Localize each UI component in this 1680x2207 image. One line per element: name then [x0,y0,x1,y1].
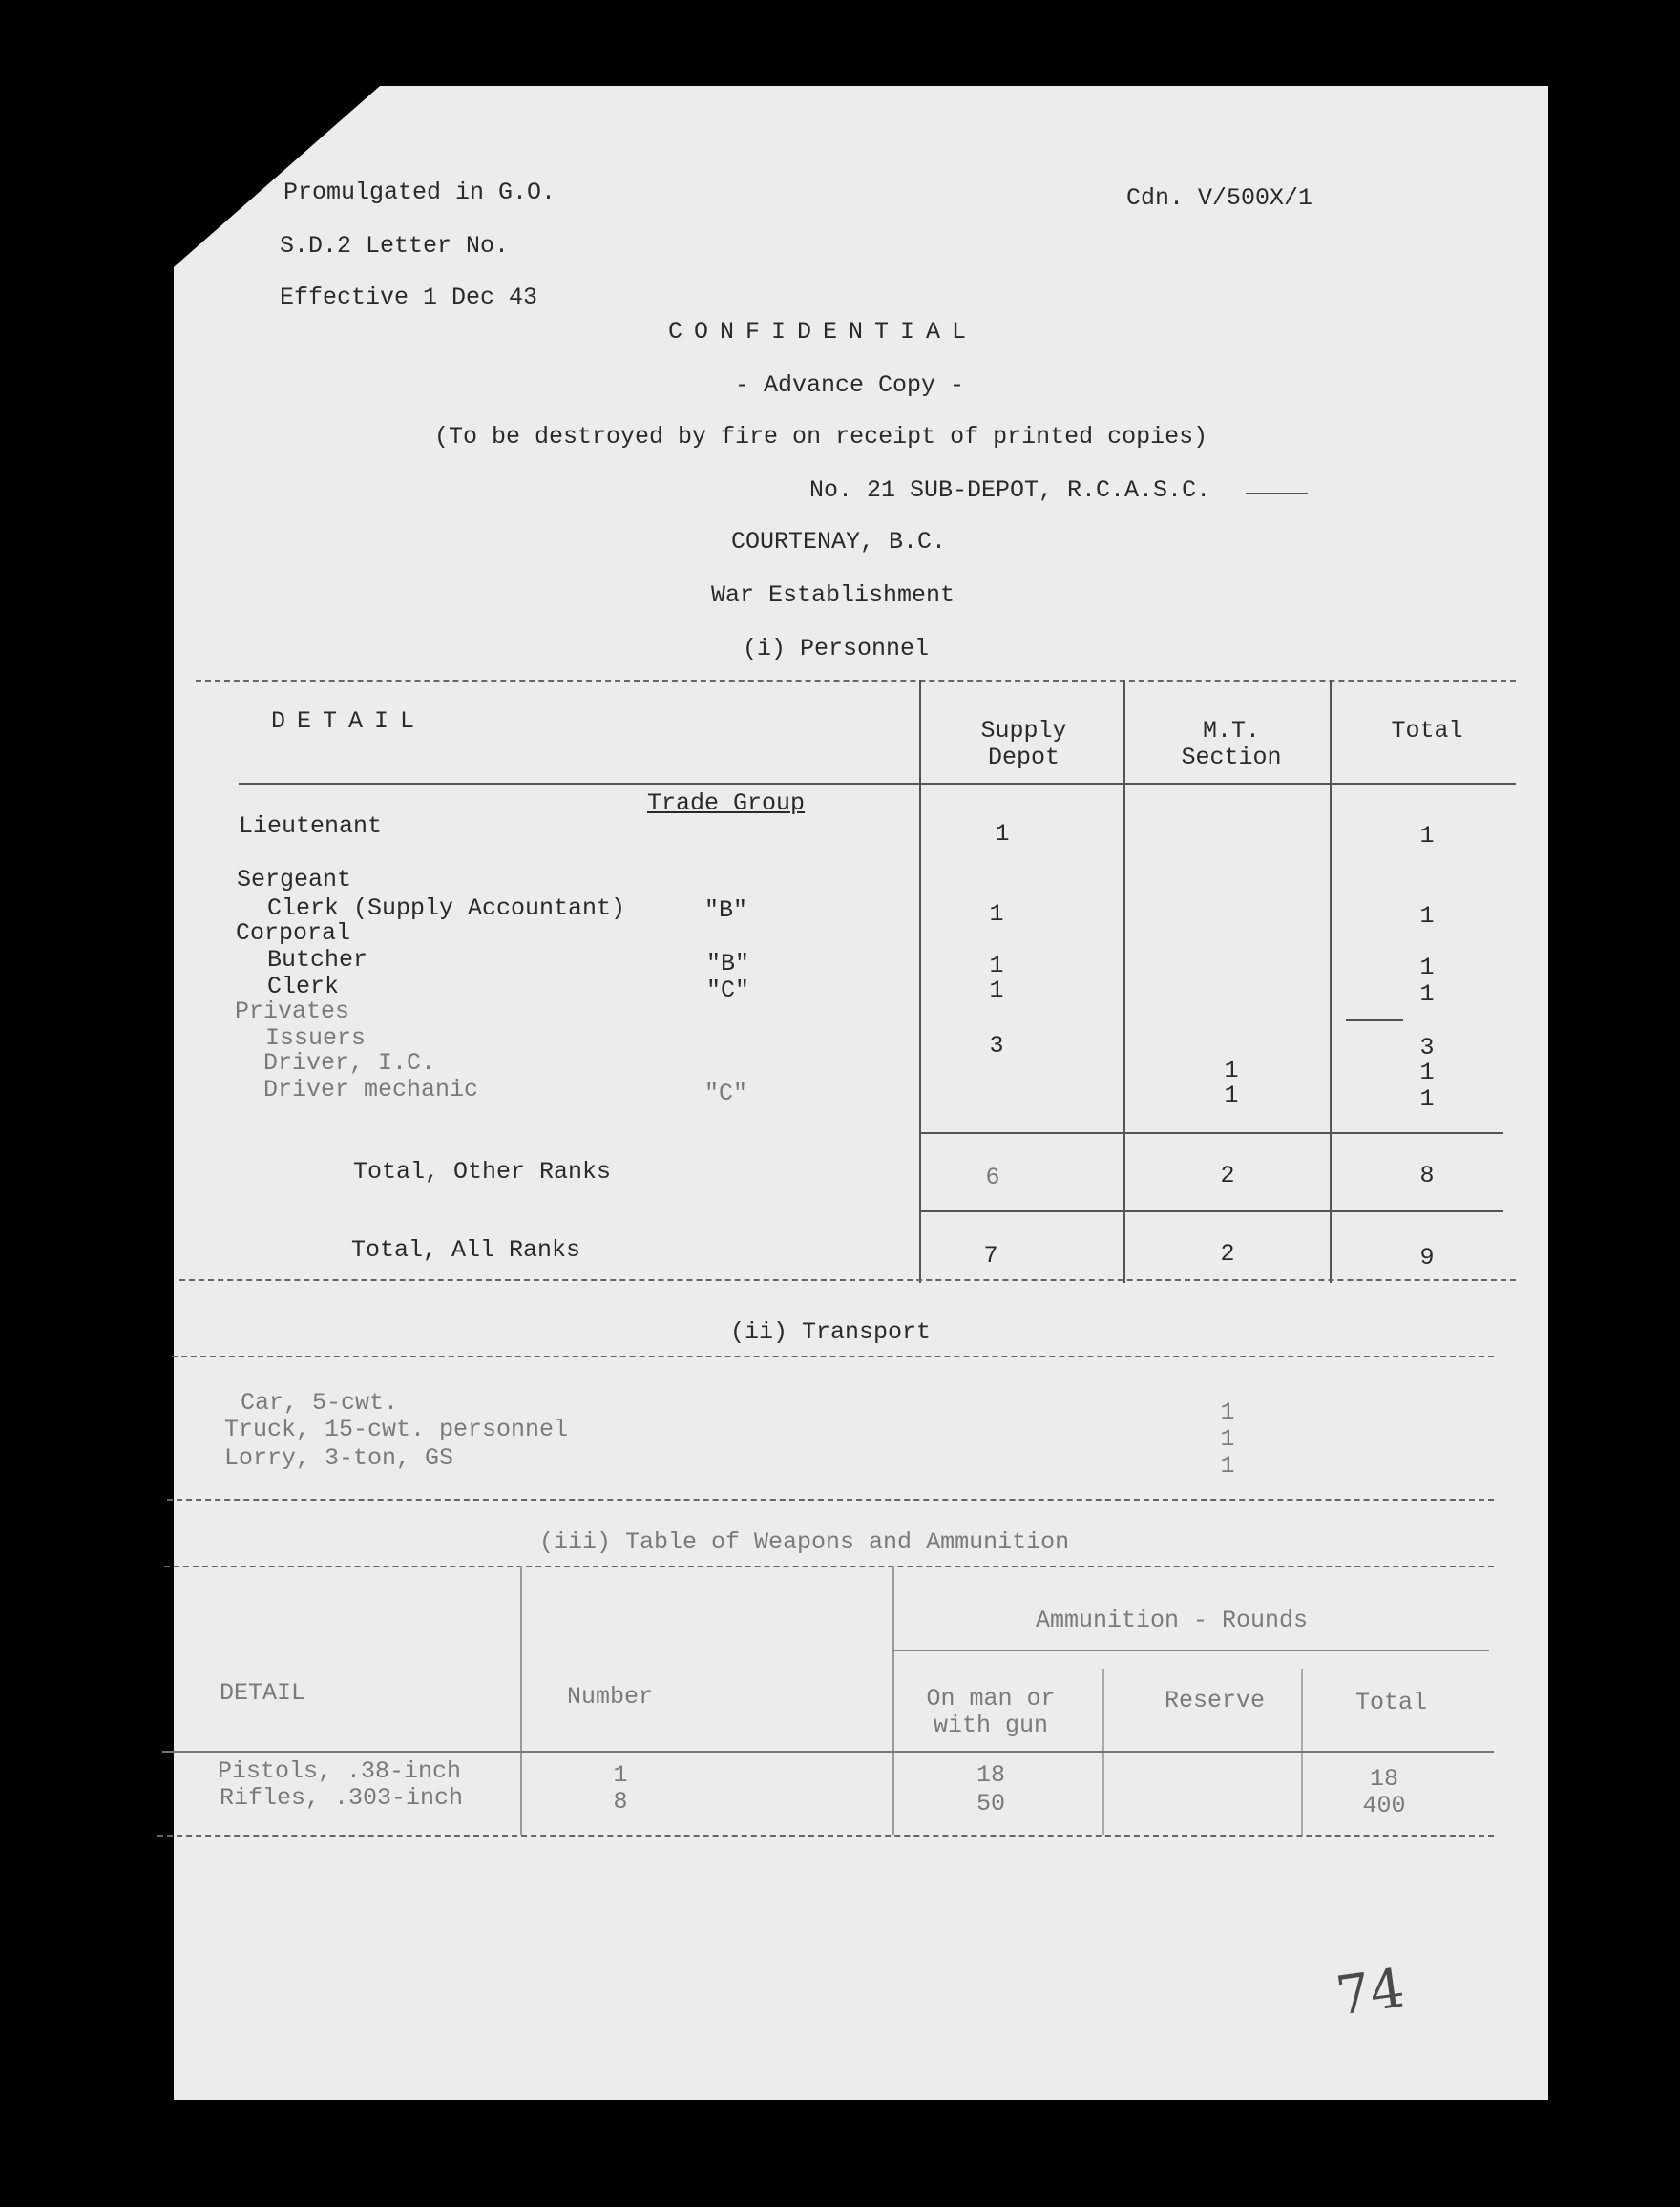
row-lieutenant-label: Lieutenant [239,812,383,840]
personnel-header-rule [239,783,1516,785]
all-ranks-rule [919,1210,1503,1212]
total-other-ranks-mt: 2 [1220,1162,1235,1189]
weapons-pistols-label: Pistols, .38-inch [218,1757,462,1785]
weapons-pistols-onman: 18 [976,1761,1005,1789]
weapons-col-reserve: Reserve [1165,1687,1266,1714]
row-issuers-label: Issuers [265,1024,367,1052]
row-driver-mech-trade: "C" [704,1080,748,1107]
row-clerk-supply-label: Clerk (Supply Accountant) [267,894,626,922]
row-lieutenant-total: 1 [1419,822,1435,850]
weapons-rifles-total: 400 [1362,1792,1406,1819]
unit-location: COURTENAY, B.C. [731,528,947,556]
total-other-ranks-supply: 6 [985,1164,1000,1191]
total-other-ranks-label: Total, Other Ranks [353,1158,612,1186]
weapons-heading: (iii) Table of Weapons and Ammunition [539,1528,1070,1556]
weapons-col-number: Number [567,1683,654,1711]
transport-lorry-value: 1 [1220,1452,1235,1480]
total-all-ranks-total: 9 [1419,1244,1435,1272]
weapons-bottom-rule [158,1835,1494,1837]
row-driver-mech-mt: 1 [1224,1082,1239,1109]
row-driver-ic-mt: 1 [1224,1057,1239,1084]
weapons-col-ammo: Ammunition - Rounds [1036,1607,1309,1634]
weapons-rifles-number: 8 [613,1788,628,1816]
row-butcher-trade: "B" [706,950,750,977]
weapons-top-rule [164,1566,1494,1567]
total-other-ranks-total: 8 [1419,1162,1435,1189]
weapons-col-detail: DETAIL [220,1679,306,1707]
total-all-ranks-mt: 2 [1220,1240,1235,1268]
row-sergeant-label: Sergeant [237,866,352,893]
personnel-col-total: Total [1391,717,1463,745]
ammo-group-rule [892,1650,1489,1651]
total-all-ranks-supply: 7 [983,1242,998,1270]
row-issuers-supply: 3 [989,1032,1004,1060]
weapons-col-total: Total [1355,1689,1428,1716]
row-privates-label: Privates [235,998,350,1025]
establishment-title: War Establishment [711,581,956,609]
personnel-col-mt: M.T. Section [1181,717,1282,771]
classification-title: CONFIDENTIAL [668,318,978,346]
unit-dash [1246,493,1308,494]
weapons-col-divider-1 [520,1566,522,1835]
row-clerk-total: 1 [1419,980,1435,1008]
row-driver-mech-label: Driver mechanic [263,1076,479,1104]
row-driver-ic-label: Driver, I.C. [263,1049,436,1077]
personnel-heading: (i) Personnel [743,635,930,662]
advance-copy-note: - Advance Copy - [735,371,965,399]
transport-heading: (ii) Transport [730,1318,932,1346]
transport-car-label: Car, 5-cwt. [241,1389,399,1417]
transport-top-rule [172,1356,1494,1357]
personnel-top-rule [196,680,1516,682]
trade-group-header: Trade Group [647,789,806,817]
personnel-bottom-rule [179,1279,1516,1281]
transport-truck-value: 1 [1220,1425,1235,1453]
row-butcher-supply: 1 [989,952,1004,979]
row-clerk-trade: "C" [706,977,750,1004]
weapons-header-rule [162,1751,1494,1753]
row-clerk-supply-trade: "B" [704,896,748,924]
total-all-ranks-label: Total, All Ranks [351,1236,581,1264]
weapons-rifles-label: Rifles, .303-inch [220,1784,464,1812]
row-driver-mech-total: 1 [1419,1085,1435,1113]
privates-dash [1346,1019,1403,1021]
promulgated-line: Promulgated in G.O. [284,179,556,206]
row-butcher-total: 1 [1419,954,1435,981]
transport-truck-label: Truck, 15-cwt. personnel [224,1416,569,1443]
letter-line: S.D.2 Letter No. [280,232,510,260]
row-corporal-label: Corporal [236,919,351,947]
transport-bottom-rule [167,1499,1494,1501]
row-clerk-supply-total: 1 [1419,902,1435,930]
weapons-col-onman: On man or with gun [926,1685,1056,1739]
personnel-col-supply: Supply Depot [980,717,1067,771]
row-clerk-label: Clerk [267,973,340,1000]
personnel-col-divider-2 [1124,680,1125,1283]
destruction-note: (To be destroyed by fire on receipt of printed copies) [434,423,1208,451]
document-reference: Cdn. V/500X/1 [1126,184,1313,212]
weapons-rifles-onman: 50 [976,1790,1005,1818]
personnel-col-detail: DETAIL [271,707,427,735]
transport-lorry-label: Lorry, 3-ton, GS [224,1444,454,1472]
handwritten-page-number: 74 [1332,1957,1409,2028]
other-ranks-rule [919,1132,1503,1134]
personnel-col-divider-3 [1330,680,1332,1283]
transport-car-value: 1 [1220,1398,1235,1426]
row-issuers-total: 3 [1419,1034,1435,1061]
row-butcher-label: Butcher [267,946,368,974]
effective-line: Effective 1 Dec 43 [280,284,538,311]
row-lieutenant-supply: 1 [995,820,1010,848]
row-driver-ic-total: 1 [1419,1059,1435,1086]
weapons-col-divider-2 [892,1566,894,1835]
unit-name: No. 21 SUB-DEPOT, R.C.A.S.C. [809,476,1211,504]
row-clerk-supply: 1 [989,977,1004,1004]
personnel-col-divider-1 [919,680,921,1283]
weapons-pistols-total: 18 [1369,1765,1398,1793]
row-clerk-supply-supply: 1 [989,900,1004,928]
weapons-pistols-number: 1 [613,1761,628,1789]
